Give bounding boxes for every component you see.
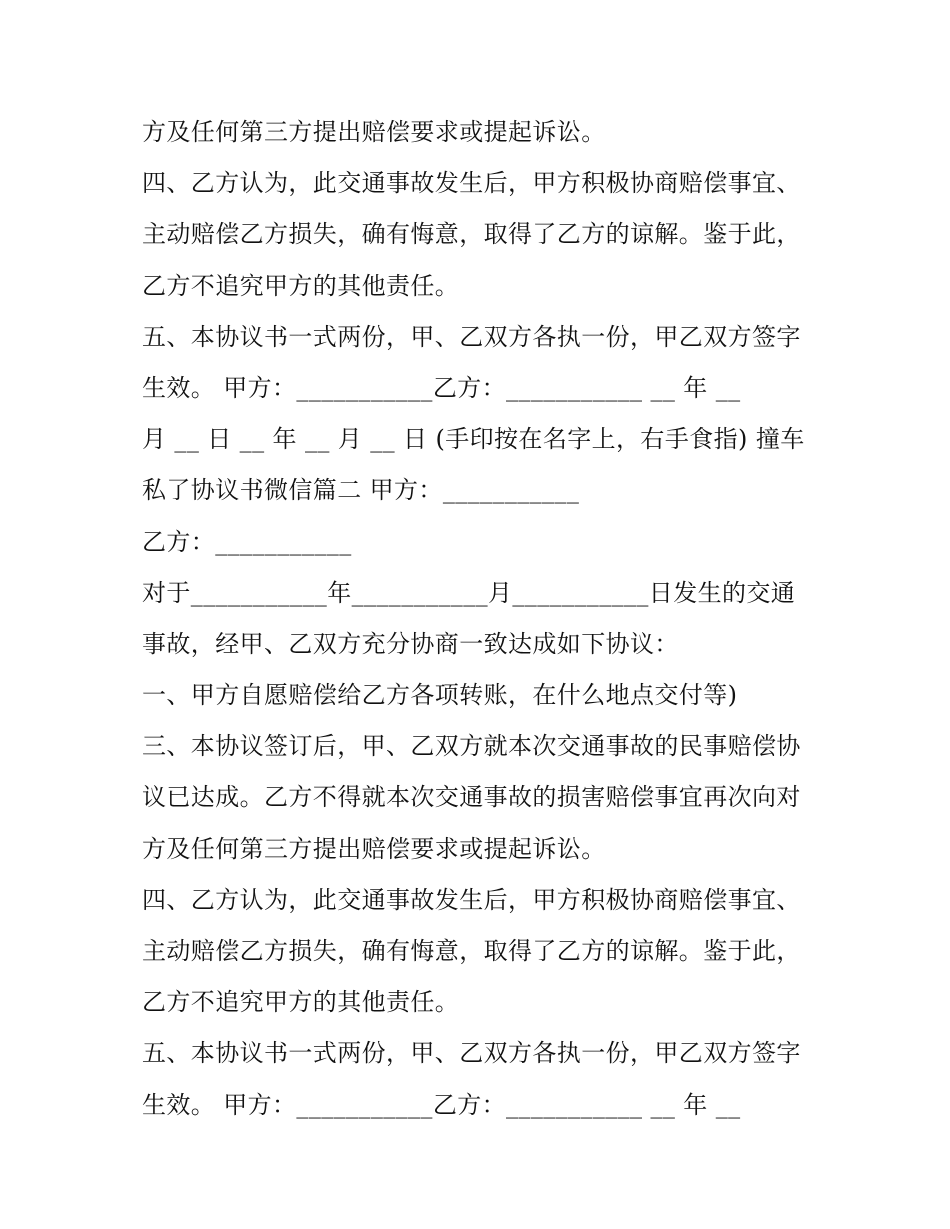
text-line: 四、乙方认为，此交通事故发生后，甲方积极协商赔偿事宜、 bbox=[142, 169, 801, 198]
text-line: 事故，经甲、乙双方充分协商一致达成如下协议： bbox=[142, 629, 679, 658]
text-line: 五、本协议书一式两份，甲、乙双方各执一份，甲乙双方签字 bbox=[142, 322, 801, 351]
text-line: 一、甲方自愿赔偿给乙方各项转账，在什么地点交付等) bbox=[142, 681, 738, 710]
text-line: 乙方：___________ bbox=[142, 527, 352, 556]
text-line: 五、本协议书一式两份，甲、乙双方各执一份，甲乙双方签字 bbox=[142, 1039, 801, 1068]
text-line: 方及任何第三方提出赔偿要求或提起诉讼。 bbox=[142, 834, 606, 863]
text-line: 主动赔偿乙方损失，确有悔意，取得了乙方的谅解。鉴于此， bbox=[142, 937, 801, 965]
text-line: 四、乙方认为，此交通事故发生后，甲方积极协商赔偿事宜、 bbox=[142, 885, 801, 914]
document-body bbox=[142, 107, 822, 1131]
text-line: 生效。 甲方：___________乙方：___________ __ 年 __ bbox=[142, 1090, 741, 1119]
text-line: 方及任何第三方提出赔偿要求或提起诉讼。 bbox=[142, 118, 606, 146]
text-line: 生效。 甲方：___________乙方：___________ __ 年 __ bbox=[142, 373, 741, 402]
text-line: 对于___________年___________月___________日发生的交通 bbox=[142, 578, 796, 607]
text-line: 议已达成。乙方不得就本次交通事故的损害赔偿事宜再次向对 bbox=[142, 783, 801, 812]
text-line: 乙方不追究甲方的其他责任。 bbox=[142, 988, 460, 1017]
text-line: 三、本协议签订后，甲、乙双方就本次交通事故的民事赔偿协 bbox=[142, 732, 801, 761]
text-line: 主动赔偿乙方损失，确有悔意，取得了乙方的谅解。鉴于此， bbox=[142, 220, 801, 249]
text-line: 私了协议书微信篇二 甲方：___________ bbox=[142, 476, 580, 505]
text-line: 乙方不追究甲方的其他责任。 bbox=[142, 271, 460, 300]
text-line: 月 __ 日 __ 年 __ 月 __ 日 (手印按在名字上，右手食指) 撞车 bbox=[142, 425, 805, 454]
